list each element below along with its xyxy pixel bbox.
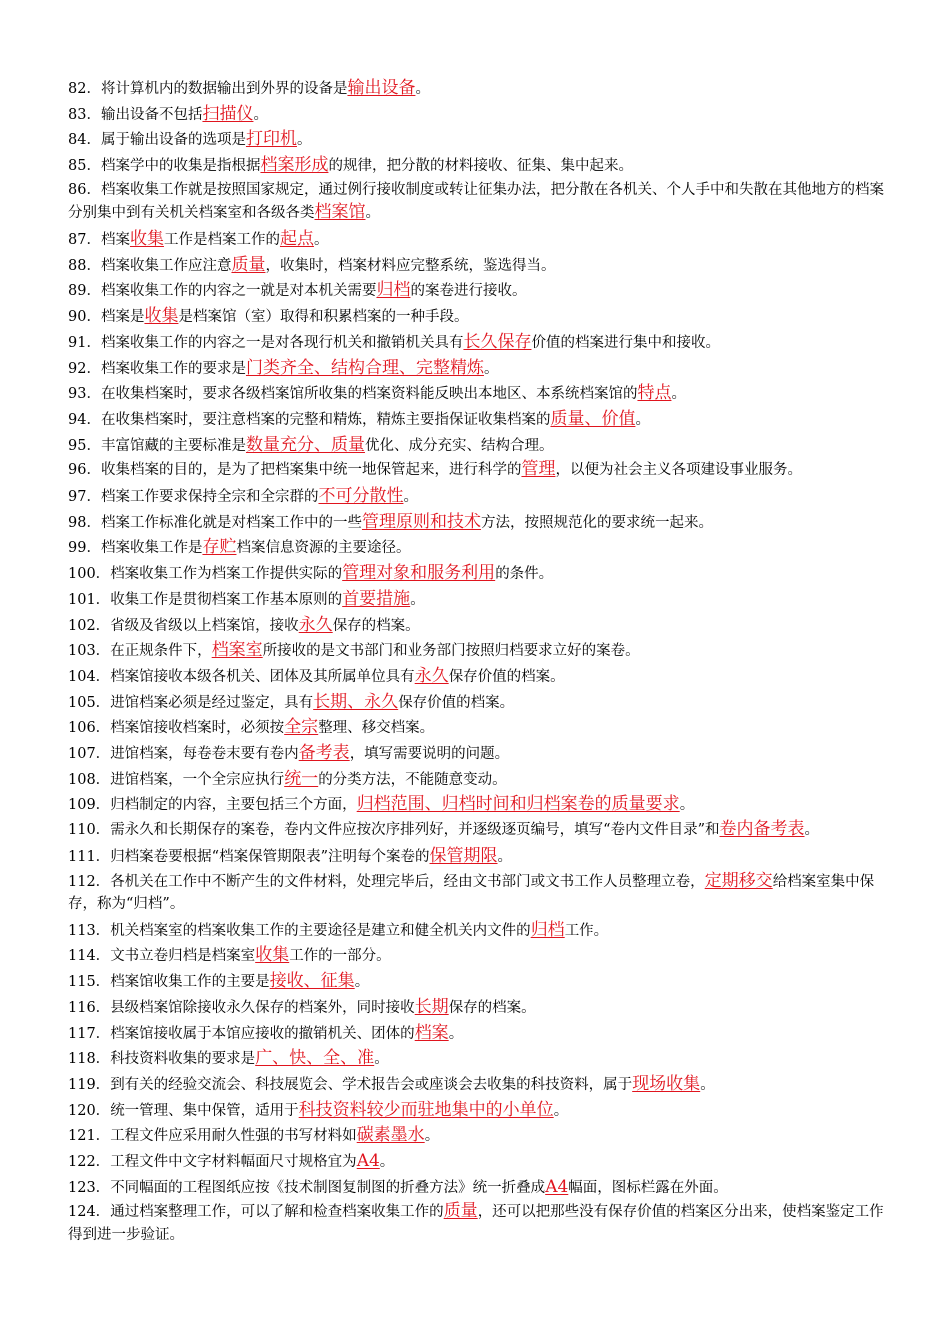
question-number: 114． xyxy=(68,948,111,965)
answer-text: 首要措施 xyxy=(342,588,411,609)
question-item xyxy=(68,1200,884,1246)
question-number: 91． xyxy=(68,334,101,351)
question-item xyxy=(68,433,884,459)
question-text: 科技资料收集的要求是 xyxy=(110,1051,256,1068)
answer-text: 归档 xyxy=(376,280,411,301)
question-text: 的案卷进行接收。 xyxy=(410,283,527,300)
answer-text: 打印机 xyxy=(245,129,297,150)
question-text: 保存价值的档案。 xyxy=(398,694,515,711)
question-number: 101． xyxy=(68,591,111,608)
answer-text: 门类齐全、结构合理、完整精炼 xyxy=(245,357,484,378)
question-text: 档案收集工作是 xyxy=(100,540,203,557)
question-text: 的条件。 xyxy=(495,566,554,583)
answer-text: 不可分散性 xyxy=(318,486,404,507)
question-item xyxy=(68,638,884,664)
question-text: 在正规条件下， xyxy=(110,643,212,660)
question-text: 档案 xyxy=(100,232,130,248)
answer-text: 备考表 xyxy=(298,743,350,764)
question-item xyxy=(68,1098,884,1124)
answer-text: 科技资料较少而驻地集中的小单位 xyxy=(298,1099,554,1120)
answer-text: 全宗 xyxy=(284,717,319,738)
answer-text: 档案室 xyxy=(211,640,263,661)
question-text: 工作的一部分。 xyxy=(289,948,391,965)
question-item xyxy=(68,1072,884,1098)
question-number: 103． xyxy=(68,643,111,660)
question-number: 96． xyxy=(68,462,101,479)
question-item xyxy=(68,1175,884,1201)
answer-text: 管理 xyxy=(521,459,556,480)
question-item xyxy=(68,102,884,128)
answer-text: 归档范围、归档时间和归档案卷的质量要求 xyxy=(356,794,680,815)
question-text: 工程文件应采用耐久性强的书写材料如 xyxy=(110,1128,357,1145)
answer-text: 收集 xyxy=(129,229,164,249)
question-item xyxy=(68,995,884,1021)
question-item xyxy=(68,458,884,482)
answer-text: 统一 xyxy=(284,768,319,789)
question-text: 。 xyxy=(253,106,268,123)
question-text: 。 xyxy=(671,386,686,403)
answer-text: 保管期限 xyxy=(429,845,498,866)
question-text: ，填写需要说明的问题。 xyxy=(349,746,510,763)
question-text: 保存价值的档案。 xyxy=(448,668,565,685)
question-text: 。 xyxy=(635,411,650,428)
question-text: 归档案卷要根据“档案保管期限表”注明每个案卷的 xyxy=(110,848,430,865)
question-text: 档案收集工作应注意 xyxy=(100,257,232,274)
question-number: 112． xyxy=(68,873,111,890)
answer-text: 收集 xyxy=(255,945,290,966)
question-text: 。 xyxy=(679,797,695,814)
answer-text: 定期移交 xyxy=(704,870,773,891)
question-text: 输出设备不包括 xyxy=(100,106,203,123)
question-text: 档案馆接收档案时，必须按 xyxy=(110,720,285,737)
question-text: 丰富馆藏的主要标准是 xyxy=(100,437,246,454)
question-text: 工作是档案工作的 xyxy=(163,232,280,248)
answer-text: 卷内备考表 xyxy=(719,819,805,840)
question-text: 。 xyxy=(354,974,370,991)
question-number: 95． xyxy=(68,437,101,454)
question-text: 收集档案的目的，是为了把档案集中统一地保管起来，进行科学的 xyxy=(100,462,522,479)
question-item xyxy=(68,844,884,870)
question-text: 。 xyxy=(403,489,418,506)
answer-text: 永久 xyxy=(298,614,333,635)
answer-text: 广、快、全、准 xyxy=(255,1048,375,1069)
question-text: 。 xyxy=(553,1102,569,1119)
question-item xyxy=(68,484,884,510)
question-text: 。 xyxy=(313,232,329,248)
question-number: 89． xyxy=(68,283,101,300)
answer-text: 输出设备 xyxy=(347,78,416,98)
answer-text: 存贮 xyxy=(202,537,237,558)
question-item xyxy=(68,715,884,741)
question-number: 107． xyxy=(68,746,111,763)
question-number: 105． xyxy=(68,694,111,711)
question-item xyxy=(68,792,884,818)
question-number: 117． xyxy=(68,1025,111,1042)
answer-text: 档案形成 xyxy=(260,155,329,176)
question-text: 。 xyxy=(296,132,312,149)
question-item xyxy=(68,1123,884,1149)
question-number: 124． xyxy=(68,1204,111,1221)
question-text: 机关档案室的档案收集工作的主要途径是建立和健全机关内文件的 xyxy=(110,922,531,939)
question-text: 是档案馆（室）取得和积累档案的一种手段。 xyxy=(178,309,469,326)
question-text: 统一管理、集中保管，适用于 xyxy=(110,1102,299,1119)
question-number: 118． xyxy=(68,1051,111,1068)
question-text: 归档制定的内容，主要包括三个方面， xyxy=(110,797,357,814)
question-text: 属于输出设备的选项是 xyxy=(100,132,246,149)
question-item xyxy=(68,179,884,225)
question-text: 收集工作是贯彻档案工作基本原则的 xyxy=(110,591,343,608)
question-text: 档案学中的收集是指根据 xyxy=(100,158,261,175)
answer-text: 归档 xyxy=(530,919,565,940)
question-number: 106． xyxy=(68,720,111,737)
answer-text: 档案 xyxy=(414,1022,449,1043)
question-number: 98． xyxy=(68,514,101,531)
question-number: 115． xyxy=(68,974,111,991)
answer-text: A4 xyxy=(356,1151,380,1172)
question-number: 97． xyxy=(68,489,101,506)
question-item xyxy=(68,741,884,767)
question-number: 99． xyxy=(68,540,101,557)
answer-text: 特点 xyxy=(637,383,672,404)
question-text: 。 xyxy=(365,205,380,222)
question-number: 100． xyxy=(68,566,111,583)
question-text: ，以便为社会主义各项建设事业服务。 xyxy=(555,462,802,479)
question-text: 通过档案整理工作，可以了解和检查档案收集工作的 xyxy=(110,1204,444,1221)
question-text: 。 xyxy=(424,1128,440,1145)
question-item xyxy=(68,690,884,716)
question-text: ，还可以把那些没有保存价值的档案区分出来，使档案鉴定工作得到进一步验证。 xyxy=(68,1204,884,1243)
question-text: 在收集档案时，要注意档案的完整和精炼，精炼主要指保证收集档案的 xyxy=(100,411,551,428)
answer-text: 起点 xyxy=(279,229,314,249)
question-item xyxy=(68,1046,884,1072)
question-text: 不同幅面的工程图纸应按《技术制图复制图的折叠方法》统一折叠成 xyxy=(110,1179,546,1196)
question-text: 各机关在工作中不断产生的文件材料，处理完毕后，经由文书部门或文书工作人员整理立卷， xyxy=(110,873,705,890)
question-number: 123． xyxy=(68,1179,111,1196)
question-text: 进馆档案必须是经过鉴定，具有 xyxy=(110,694,314,711)
question-item xyxy=(68,278,884,304)
question-item xyxy=(68,381,884,407)
question-text: 保存的档案。 xyxy=(448,999,536,1016)
answer-text: 档案馆 xyxy=(314,202,366,223)
question-number: 85． xyxy=(68,158,101,175)
question-item xyxy=(68,664,884,690)
question-item xyxy=(68,767,884,793)
question-text: 工作。 xyxy=(564,922,609,939)
question-text: 。 xyxy=(415,81,430,97)
answer-text: 质量 xyxy=(231,254,266,275)
question-text: 档案工作要求保持全宗和全宗群的 xyxy=(100,489,319,506)
question-text: 。 xyxy=(497,848,513,865)
question-number: 108． xyxy=(68,771,111,788)
answer-text: 收集 xyxy=(144,306,179,327)
question-number: 104． xyxy=(68,668,111,685)
answer-text: 数量充分、质量 xyxy=(245,434,365,455)
question-text: 的规律，把分散的材料接收、征集、集中起来。 xyxy=(328,158,633,175)
question-item xyxy=(68,561,884,587)
question-item xyxy=(68,613,884,639)
question-text: 档案信息资源的主要途径。 xyxy=(236,540,411,557)
answer-text: 现场收集 xyxy=(632,1073,701,1094)
question-number: 111． xyxy=(68,848,111,865)
question-text: 进馆档案，每卷卷末要有卷内 xyxy=(110,746,299,763)
question-item xyxy=(68,535,884,561)
question-text: 档案收集工作的要求是 xyxy=(100,360,246,377)
document-body xyxy=(68,76,884,1249)
question-text: 保存的档案。 xyxy=(332,617,420,634)
question-text: 整理、移交档案。 xyxy=(318,720,435,737)
question-number: 113． xyxy=(68,922,111,939)
question-text: 档案馆接收本级各机关、团体及其所属单位具有 xyxy=(110,668,415,685)
answer-text: 长期、永久 xyxy=(313,691,399,712)
question-text: 幅面，图标栏露在外面。 xyxy=(568,1179,728,1196)
question-item xyxy=(68,330,884,356)
answer-text: 碳素墨水 xyxy=(356,1125,425,1146)
question-text: 到有关的经验交流会、科技展览会、学术报告会或座谈会去收集的科技资料，属于 xyxy=(110,1076,633,1093)
answer-text: 接收、征集 xyxy=(269,971,355,992)
question-number: 92． xyxy=(68,360,101,377)
question-item xyxy=(68,304,884,330)
question-item xyxy=(68,76,884,102)
question-text: 档案收集工作就是按照国家规定，通过例行接收制度或转让征集办法，把分散在各机关、个人手中和失散在其他地方的档案分别集中到有关机关档案室和各级各类 xyxy=(68,181,884,222)
question-text: 。 xyxy=(374,1051,389,1068)
question-text: 方法，按照规范化的要求统一起来。 xyxy=(480,514,713,531)
question-text: 档案工作标准化就是对档案工作中的一些 xyxy=(100,514,362,531)
answer-text: 永久 xyxy=(414,665,449,686)
question-text: 档案收集工作的内容之一就是对本机关需要 xyxy=(100,283,377,300)
question-text: 县级档案馆除接收永久保存的档案外，同时接收 xyxy=(110,999,415,1016)
answer-text: 扫描仪 xyxy=(202,103,254,124)
question-text: 价值的档案进行集中和接收。 xyxy=(531,334,720,351)
question-item xyxy=(68,943,884,969)
question-text: 优化、成分充实、结构合理。 xyxy=(364,437,554,454)
question-number: 84． xyxy=(68,132,101,149)
question-item xyxy=(68,253,884,279)
question-text: 所接收的是文书部门和业务部门按照归档要求立好的案卷。 xyxy=(262,643,640,660)
question-number: 82． xyxy=(68,81,101,97)
question-item xyxy=(68,127,884,153)
answer-text: A4 xyxy=(545,1176,569,1197)
question-number: 121． xyxy=(68,1128,111,1145)
question-item xyxy=(68,407,884,433)
answer-text: 长久保存 xyxy=(463,331,532,352)
question-text: 档案馆接收属于本馆应接收的撤销机关、团体的 xyxy=(110,1025,415,1042)
question-number: 120． xyxy=(68,1102,111,1119)
question-text: 需永久和长期保存的案卷，卷内文件应按次序排列好，并逐级逐页编号，填写“卷内文件目录”和 xyxy=(110,822,720,839)
question-text: 省级及省级以上档案馆，接收 xyxy=(110,617,299,634)
question-item xyxy=(68,918,884,944)
question-number: 94． xyxy=(68,411,101,428)
question-number: 109． xyxy=(68,797,111,814)
question-number: 93． xyxy=(68,386,101,403)
question-item xyxy=(68,153,884,179)
question-text: 档案收集工作为档案工作提供实际的 xyxy=(110,566,343,583)
question-item xyxy=(68,818,884,842)
answer-text: 质量、价值 xyxy=(550,408,636,429)
question-item xyxy=(68,1149,884,1175)
question-number: 86． xyxy=(68,181,101,198)
question-text: ，收集时，档案材料应完整系统，鉴选得当。 xyxy=(265,257,556,274)
question-item xyxy=(68,356,884,382)
question-item xyxy=(68,870,884,916)
question-number: 90． xyxy=(68,309,101,326)
answer-text: 管理对象和服务利用 xyxy=(342,563,496,584)
answer-text: 质量 xyxy=(443,1201,478,1222)
question-item xyxy=(68,510,884,536)
question-text: 的分类方法，不能随意变动。 xyxy=(318,771,507,788)
question-text: 。 xyxy=(700,1076,715,1093)
question-number: 116． xyxy=(68,999,111,1016)
question-text: 给档案室集中保存，称为“归档”。 xyxy=(68,873,875,913)
question-text: 。 xyxy=(483,360,499,377)
question-number: 87． xyxy=(68,232,101,248)
question-number: 83． xyxy=(68,106,101,123)
question-text: 进馆档案，一个全宗应执行 xyxy=(110,771,285,788)
question-text: 档案收集工作的内容之一是对各现行机关和撤销机关具有 xyxy=(100,334,464,351)
answer-text: 长期 xyxy=(414,996,449,1017)
question-text: 文书立卷归档是档案室 xyxy=(110,948,256,965)
question-text: 工程文件中文字材料幅面尺寸规格宜为 xyxy=(110,1154,357,1171)
question-number: 122． xyxy=(68,1154,111,1171)
question-text: 将计算机内的数据输出到外界的设备是 xyxy=(100,81,348,97)
question-text: 。 xyxy=(448,1025,464,1042)
question-text: 档案是 xyxy=(100,309,145,326)
question-text: 。 xyxy=(410,591,425,608)
question-item xyxy=(68,969,884,995)
question-text: 。 xyxy=(379,1154,395,1171)
question-number: 102． xyxy=(68,617,111,634)
question-number: 88． xyxy=(68,257,101,274)
answer-text: 管理原则和技术 xyxy=(361,511,481,532)
question-number: 119． xyxy=(68,1076,111,1093)
question-text: 在收集档案时，要求各级档案馆所收集的档案资料能反映出本地区、本系统档案馆的 xyxy=(100,386,638,403)
question-item xyxy=(68,227,884,253)
question-number: 110． xyxy=(68,822,111,839)
question-text: 。 xyxy=(804,822,820,839)
question-item xyxy=(68,587,884,613)
question-item xyxy=(68,1021,884,1047)
question-text: 档案馆收集工作的主要是 xyxy=(110,974,270,991)
